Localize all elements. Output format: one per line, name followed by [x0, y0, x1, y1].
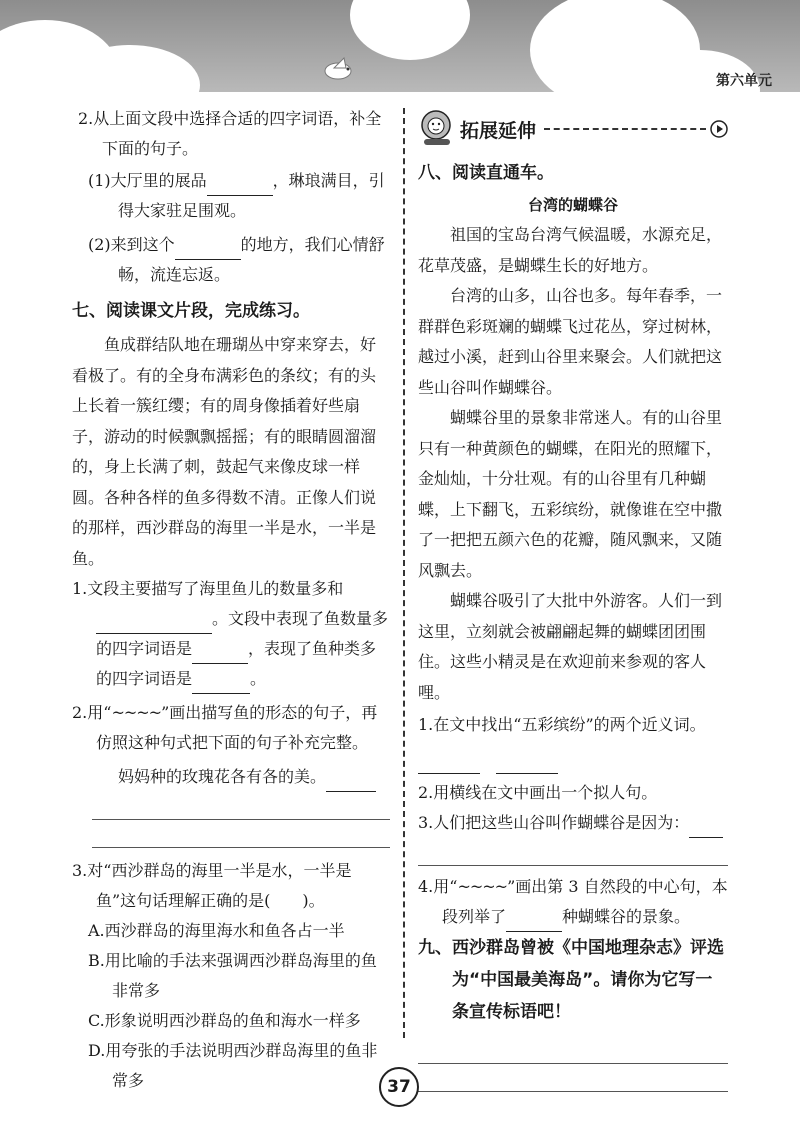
q2-fish	[72, 698, 390, 758]
q2b-text-a: 2.用“	[72, 703, 112, 722]
answer-blank[interactable]	[175, 241, 241, 260]
answer-blank[interactable]	[689, 819, 723, 838]
story-paragraph-1: 祖国的宝岛台湾气候温暖，水源充足，花草茂盛，是蝴蝶生长的好地方。	[418, 225, 723, 275]
story-paragraph-4: 蝴蝶谷吸引了大批中外游客。人们一到这里，立刻就会被翩翩起舞的蝴蝶团团围住。这些小精灵是在欢迎前来参观的客人哩。	[418, 591, 723, 702]
option-d: D.用夸张的手法说明西沙群岛海里的鱼非常多	[88, 1041, 378, 1090]
lion-mascot-icon	[418, 109, 454, 149]
page-number: 37	[379, 1067, 419, 1107]
column-divider	[403, 108, 405, 1038]
play-arrow-icon	[710, 120, 728, 138]
answer-blank[interactable]	[192, 675, 250, 694]
q1-text-a: 1.文段主要描写了海里鱼儿的数量多和	[72, 579, 344, 598]
q2-item-2-text-b: 的地方，我们心情舒畅，流连忘返。	[118, 235, 385, 284]
q2-heading: 2.从上面文段中选择合适的四字词语，补全下面的句子。	[78, 109, 382, 158]
right-q3	[418, 808, 728, 838]
story-paragraph-3: 蝴蝶谷里的景象非常迷人。有的山谷里只有一种黄颜色的蝴蝶，在阳光的照耀下，金灿灿，十分壮观。有的山谷里有几种蝴蝶，上下翻飞，五彩缤纷，就像谁在空中撒了一把把五颜六色的花瓣，随风飘来，又随风飘去。	[418, 408, 723, 580]
story-paragraph-2: 台湾的山多，山谷也多。每年春季，一群群色彩斑斓的蝴蝶飞过花丛，穿过树林，越过小溪，赶到山谷里来聚会。人们就把这些山谷叫作蝴蝶谷。	[418, 286, 723, 397]
q2b-text-b: ”画出描写鱼的形态的句子，再仿照这种句式把下面的句子补充完整。	[96, 703, 378, 752]
wavy-line-mark: ~~~~	[111, 703, 162, 722]
left-column	[72, 104, 390, 1096]
right-q4-text-a: 4.用“	[418, 877, 458, 896]
answer-blank[interactable]	[418, 755, 480, 774]
q2-item-1-text-a: (1)大厅里的展品	[88, 171, 207, 190]
right-q4-text-b: ”画出第 3 自然段的中心句，本段列举了	[442, 877, 728, 926]
bird-icon	[318, 56, 358, 82]
q1-text-b: 。文段中表现了鱼数量多的四字词语是	[96, 609, 389, 658]
q1-text-c: ，表现了鱼种类多的四字词语是	[96, 639, 377, 688]
extension-header	[418, 104, 728, 154]
answer-line[interactable]	[92, 820, 390, 848]
sample-sentence-text: 妈妈种的玫瑰花各有各的美。	[118, 767, 327, 786]
section-7-title: 七、阅读课文片段，完成练习。	[72, 301, 310, 321]
q2-item-2-text-a: (2)来到这个	[88, 235, 175, 254]
passage-fish: 鱼成群结队地在珊瑚丛中穿来穿去，好看极了。有的全身布满彩色的条纹；有的头上长着一簇红缨；有的周身像插着好些扇子，游动的时候飘飘摇摇；有的眼睛圆溜溜的，身上长满了刺，鼓起气来像皮球一样圆。各种各样的鱼多得数不清。正像人们说的那样，西沙群岛的海里一半是水，一半是鱼。	[72, 335, 377, 568]
right-column	[418, 104, 728, 1092]
q1-text-d: 。	[250, 669, 267, 688]
answer-line[interactable]	[418, 838, 728, 866]
option-b: B.用比喻的手法来强调西沙群岛海里的鱼非常多	[88, 951, 377, 1000]
story-title: 台湾的蝴蝶谷	[527, 196, 618, 214]
answer-line[interactable]	[418, 1064, 728, 1092]
right-q4-text-c: 种蝴蝶谷的景象。	[562, 907, 691, 926]
answer-blank[interactable]	[207, 177, 273, 196]
q1-fish	[72, 574, 390, 694]
extension-title: 拓展延伸	[460, 119, 537, 142]
header-band	[0, 0, 800, 92]
answer-blank[interactable]	[192, 645, 248, 664]
option-c: C.形象说明西沙群岛的鱼和海水一样多	[88, 1011, 361, 1030]
q2-item-2	[88, 230, 390, 290]
answer-blank[interactable]	[506, 913, 562, 932]
dashed-rule	[544, 128, 706, 130]
right-q1-blanks	[418, 744, 728, 774]
q2-item-1	[88, 166, 390, 226]
section-8-title: 八、阅读直通车。	[418, 163, 554, 183]
right-q4	[418, 872, 728, 932]
cloud	[350, 0, 470, 60]
right-q1: 1.在文中找出“五彩缤纷”的两个近义词。	[418, 715, 706, 734]
right-q3-text: 3.人们把这些山谷叫作蝴蝶谷是因为：	[418, 813, 690, 832]
right-q2: 2.用横线在文中画出一个拟人句。	[418, 783, 658, 802]
q3-fish: 3.对“西沙群岛的海里一半是水，一半是鱼”这句话理解正确的是( )。	[72, 861, 352, 910]
q2-item-1-text-b: ，琳琅满目，引得大家驻足围观。	[118, 171, 385, 220]
answer-blank[interactable]	[326, 773, 376, 792]
answer-blank[interactable]	[96, 615, 212, 634]
option-a: A.西沙群岛的海里海水和鱼各占一半	[88, 921, 345, 940]
unit-label: 第六单元	[716, 73, 772, 89]
answer-blank[interactable]	[496, 755, 558, 774]
q2-sample-sentence	[78, 762, 390, 792]
section-9-title: 九、西沙群岛曾被《中国地理杂志》评选为“中国最美海岛”。请你为它写一条宣传标语吧！	[418, 938, 724, 1022]
answer-line[interactable]	[92, 792, 390, 820]
wavy-line-mark: ~~~~	[457, 877, 508, 896]
answer-line[interactable]	[418, 1036, 728, 1064]
